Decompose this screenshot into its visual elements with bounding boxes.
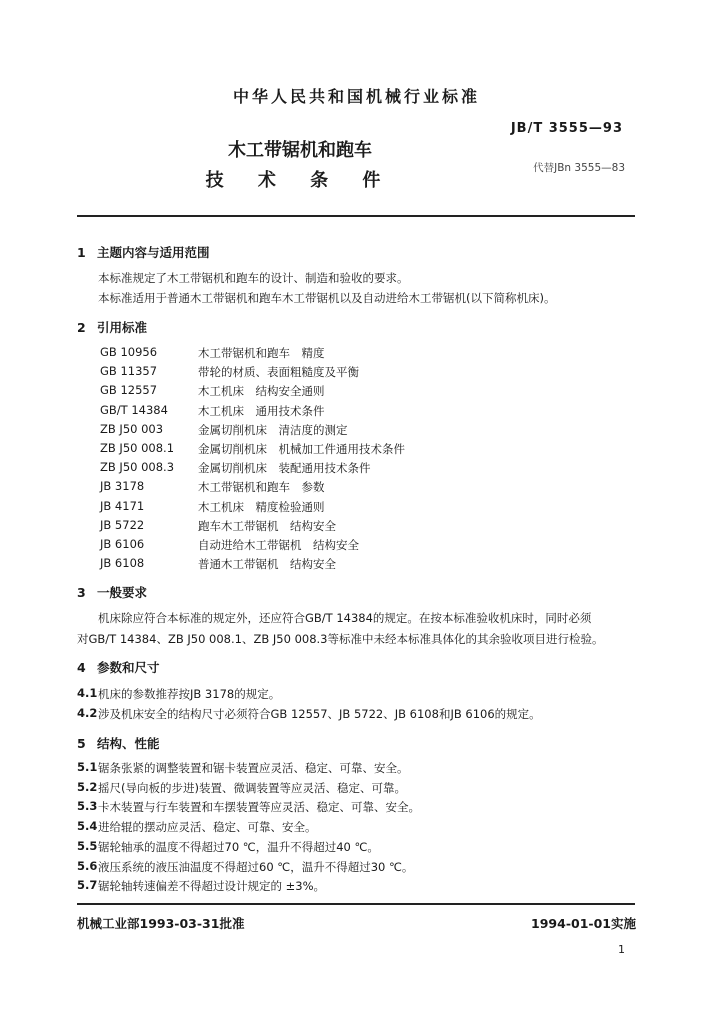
- clause-text: 进给辊的摆动应灵活、稳定、可靠、安全。: [98, 820, 317, 835]
- reference-title: 木工机床 结构安全通则: [198, 384, 325, 399]
- clause-text: 液压系统的液压油温度不得超过60 ℃，温升不得超过30 ℃。: [98, 859, 414, 874]
- section-5-heading: [77, 734, 160, 752]
- section-number: 2: [77, 320, 86, 335]
- reference-title: 木工带锯机和跑车 精度: [198, 346, 325, 360]
- footer-divider: [77, 903, 635, 905]
- section-4-heading: [77, 658, 160, 676]
- section-title: 结构、性能: [97, 736, 160, 751]
- reference-code: ZB J50 003: [100, 421, 164, 436]
- reference-code: ZB J50 008.1: [100, 441, 175, 455]
- clause-text: 卡木装置与行车装置和车摆装置等应灵活、稳定、可靠、安全。: [98, 800, 420, 815]
- section-3-paragraph-1: 机床除应符合本标准的规定外，还应符合GB/T 14384的规定。在按本标准验收机床时，同时必须: [98, 611, 592, 625]
- section-number: 4: [77, 660, 86, 675]
- section-title: 主题内容与适用范围: [97, 245, 210, 260]
- clause-number: 5.3: [77, 799, 98, 814]
- clause-text: 机床的参数推荐按JB 3178的规定。: [98, 687, 281, 701]
- reference-code: JB 6108: [100, 556, 145, 571]
- reference-title: 金属切削机床 装配通用技术条件: [198, 461, 371, 476]
- reference-code: GB 11357: [100, 364, 158, 379]
- section-title: 一般要求: [97, 585, 148, 600]
- section-1-paragraph-2: 本标准适用于普通木工带锯机和跑车木工带锯机以及自动进给木工带锯机(以下简称机床)。: [98, 291, 556, 305]
- clause-number: 5.1: [77, 760, 98, 774]
- reference-title: 木工机床 通用技术条件: [198, 403, 325, 418]
- section-number: 5: [77, 736, 86, 751]
- section-number: 1: [77, 245, 86, 260]
- reference-code: GB/T 14384: [100, 402, 168, 417]
- clause-number: 5.2: [77, 779, 98, 794]
- section-1-paragraph-1: 本标准规定了木工带锯机和跑车的设计、制造和验收的要求。: [98, 271, 409, 285]
- section-title: 参数和尺寸: [97, 660, 160, 675]
- section-number: 3: [77, 585, 86, 600]
- section-title: 引用标准: [97, 320, 148, 335]
- clause-number: 4.1: [77, 686, 98, 700]
- clause-number: 5.4: [77, 819, 98, 834]
- approval-date: 机械工业部1993-03-31批准: [77, 916, 245, 931]
- reference-title: 木工机床 精度检验通则: [198, 499, 325, 514]
- standard-number: JB/T 3555—93: [510, 121, 623, 136]
- clause-number: 5.6: [77, 858, 98, 873]
- reference-code: GB 12557: [100, 383, 158, 398]
- reference-title: 跑车木工带锯机 结构安全: [198, 518, 336, 533]
- reference-title: 金属切削机床 机械加工件通用技术条件: [198, 442, 405, 456]
- clause-text: 摇尺(导向板的步进)装置、微调装置等应灵活、稳定、可靠。: [98, 780, 406, 795]
- section-3-heading: [77, 583, 147, 601]
- document-title: 木工带锯机和跑车: [228, 140, 372, 161]
- reference-title: 带轮的材质、表面粗糙度及平衡: [198, 365, 359, 380]
- reference-code: ZB J50 008.3: [100, 460, 175, 475]
- reference-title: 自动进给木工带锯机 结构安全: [198, 538, 359, 552]
- clause-text: 涉及机床安全的结构尺寸必须符合GB 12557、JB 5722、JB 6108和JB 6106的规定。: [98, 707, 541, 721]
- reference-code: JB 6106: [100, 537, 145, 551]
- ministry-title: 中华人民共和国机械行业标准: [232, 87, 480, 106]
- effective-date: 1994-01-01实施: [531, 916, 636, 931]
- clause-text: 锯条张紧的调整装置和锯卡装置应灵活、稳定、可靠、安全。: [98, 761, 409, 775]
- clause-text: 锯轮轴转速偏差不得超过设计规定的 ±3%。: [98, 879, 326, 894]
- section-1-heading: [77, 243, 210, 261]
- reference-code: JB 5722: [100, 517, 145, 532]
- header-divider: [77, 215, 635, 217]
- reference-code: JB 3178: [100, 479, 145, 494]
- replaces-standard: 代替JBn 3555—83: [533, 162, 625, 174]
- clause-number: 5.7: [77, 878, 98, 893]
- clause-number: 4.2: [77, 706, 98, 720]
- section-3-paragraph-2: 对GB/T 14384、ZB J50 008.1、ZB J50 008.3等标准中未经本标准具体化的其余验收项目进行检验。: [77, 632, 604, 646]
- section-2-heading: [77, 318, 147, 336]
- reference-code: GB 10956: [100, 345, 158, 359]
- reference-title: 金属切削机床 清洁度的测定: [198, 422, 348, 437]
- reference-title: 普通木工带锯机 结构安全: [198, 557, 336, 572]
- page-number: 1: [618, 943, 625, 956]
- reference-code: JB 4171: [100, 498, 145, 513]
- clause-text: 锯轮轴承的温度不得超过70 ℃，温升不得超过40 ℃。: [98, 839, 379, 854]
- reference-title: 木工带锯机和跑车 参数: [198, 480, 325, 495]
- clause-number: 5.5: [77, 838, 98, 853]
- document-subtitle: 技 术 条 件: [205, 170, 395, 191]
